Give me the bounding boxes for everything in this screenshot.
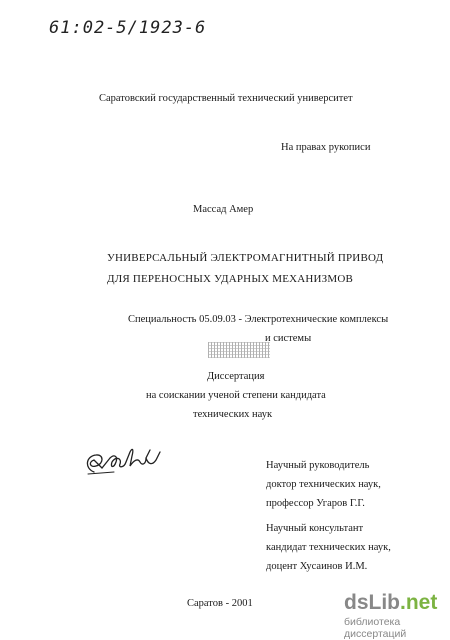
author-name: Массад Амер [193, 204, 254, 215]
supervisor-name: профессор Угаров Г.Г. [266, 498, 365, 509]
dissertation-title-line-2: ДЛЯ ПЕРЕНОСНЫХ УДАРНЫХ МЕХАНИЗМОВ [107, 273, 354, 285]
supervisor-degree: доктор технических наук, [266, 479, 381, 490]
watermark-brand: dsLib.net [344, 591, 438, 614]
consultant-role: Научный консультант [266, 523, 364, 534]
supervisor-role: Научный руководитель [266, 460, 370, 471]
specialty-line-2: и системы [265, 333, 312, 344]
library-stamp [208, 342, 270, 358]
manuscript-rights: На правах рукописи [281, 142, 371, 153]
archive-code: 61:02-5/1923-6 [49, 18, 207, 38]
place-year: Саратов - 2001 [187, 598, 253, 609]
degree-line-1: на соискании ученой степени кандидата [146, 390, 326, 401]
specialty-line-1: Специальность 05.09.03 - Электротехнические комплексы [128, 314, 389, 325]
document-type: Диссертация [207, 371, 265, 382]
signature-icon [80, 438, 180, 478]
university-name: Саратовский государственный технический университет [99, 93, 353, 104]
watermark-logo [344, 592, 450, 640]
watermark-subtitle: библиотека диссертаций [344, 616, 407, 640]
consultant-degree: кандидат технических наук, [266, 542, 391, 553]
dissertation-title-line-1: УНИВЕРСАЛЬНЫЙ ЭЛЕКТРОМАГНИТНЫЙ ПРИВОД [107, 252, 384, 264]
degree-line-2: технических наук [193, 409, 273, 420]
consultant-name: доцент Хусаинов И.М. [266, 561, 368, 572]
